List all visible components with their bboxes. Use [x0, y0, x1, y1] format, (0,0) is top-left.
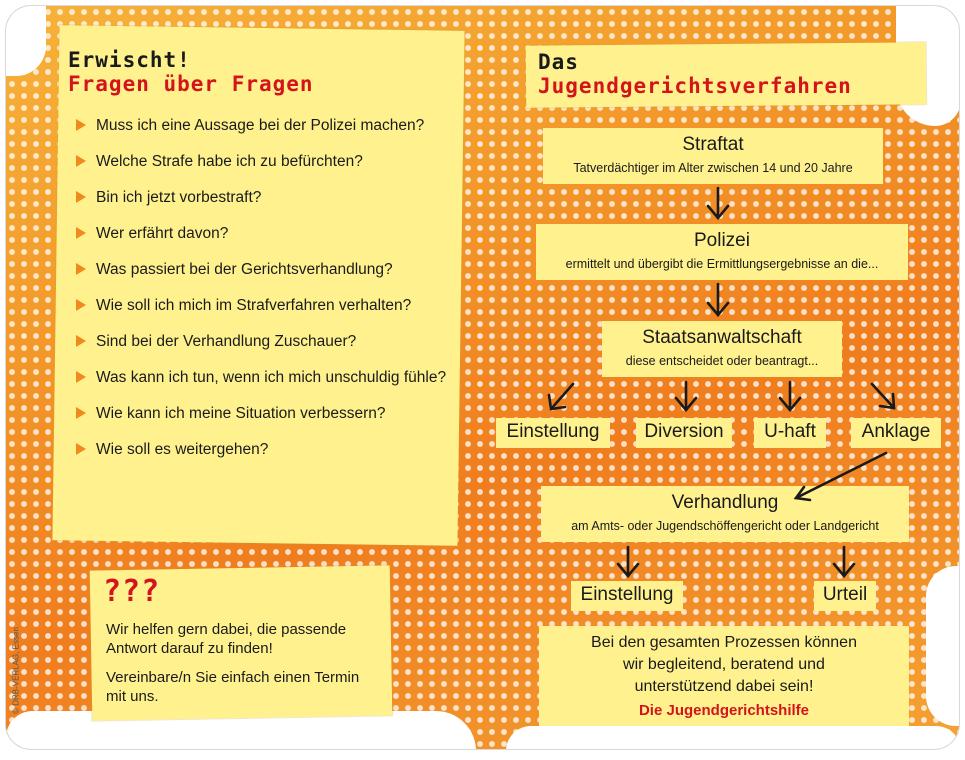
- help-text-2: Vereinbare/n Sie einfach einen Termin mit uns.: [106, 669, 360, 705]
- node-urteil: Urteil: [814, 581, 876, 611]
- help-title: ???: [103, 574, 161, 609]
- node-polizei-title: Polizei: [694, 230, 750, 251]
- node-einstellung-1: Einstellung: [496, 418, 610, 448]
- node-staatsanwaltschaft-sub: diese entscheidet oder beantragt...: [625, 354, 819, 368]
- node-staatsanwaltschaft-title: Staatsanwaltschaft: [642, 327, 802, 348]
- question-text: Sind bei der Verhandlung Zuschauer?: [96, 333, 357, 350]
- question-text: Was kann ich tun, wenn ich mich unschuldig fühle?: [96, 369, 447, 386]
- question-text: Wer erfährt davon?: [96, 225, 229, 242]
- questions-title-line2: Fragen über Fragen: [68, 72, 314, 96]
- copyright-text: © DRB-VERLAG, Essen: [11, 627, 21, 714]
- question-text: Was passiert bei der Gerichtsverhandlung?: [96, 261, 393, 278]
- questions-title-line1: Erwischt!: [68, 48, 191, 72]
- flow-title-line2: Jugendgerichtsverfahren: [538, 74, 852, 98]
- summary-text: Bei den gesamten Prozessen können wir begleitend, beratend und unterstützend dabei sein!: [591, 634, 857, 695]
- arrow-to-anklage: [872, 384, 894, 408]
- question-text: Welche Strafe habe ich zu befürchten?: [96, 153, 363, 170]
- summary-signature: Die Jugendgerichtshilfe: [638, 702, 810, 719]
- question-text: Wie soll es weitergehen?: [96, 441, 269, 458]
- node-polizei-sub: ermittelt und übergibt die Ermittlungsergebnisse an die...: [565, 257, 879, 271]
- node-diversion: Diversion: [636, 418, 732, 448]
- help-text-1: Wir helfen gern dabei, die passende Antwort darauf zu finden!: [106, 621, 347, 657]
- flow-arrows: [6, 6, 960, 750]
- node-straftat-title: Straftat: [682, 134, 744, 155]
- arrow-to-einstellung: [551, 384, 573, 409]
- node-straftat-sub: Tatverdächtiger im Alter zwischen 14 und 20 Jahre: [573, 161, 853, 175]
- flow-title-line1: Das: [538, 50, 579, 74]
- node-verhandlung-sub: am Amts- oder Jugendschöffengericht oder Landgericht: [571, 519, 879, 533]
- node-einstellung-2: Einstellung: [571, 581, 683, 611]
- question-text: Wie soll ich mich im Strafverfahren verhalten?: [96, 297, 412, 314]
- node-anklage: Anklage: [851, 418, 941, 448]
- node-verhandlung-title: Verhandlung: [671, 492, 779, 513]
- poster-canvas: [5, 5, 960, 750]
- arrow-anklage-verhandlung: [796, 453, 886, 498]
- question-text: Muss ich eine Aussage bei der Polizei machen?: [96, 117, 425, 134]
- question-text: Bin ich jetzt vorbestraft?: [96, 189, 262, 206]
- node-u-haft: U-haft: [754, 418, 826, 448]
- question-text: Wie kann ich meine Situation verbessern?: [96, 405, 386, 422]
